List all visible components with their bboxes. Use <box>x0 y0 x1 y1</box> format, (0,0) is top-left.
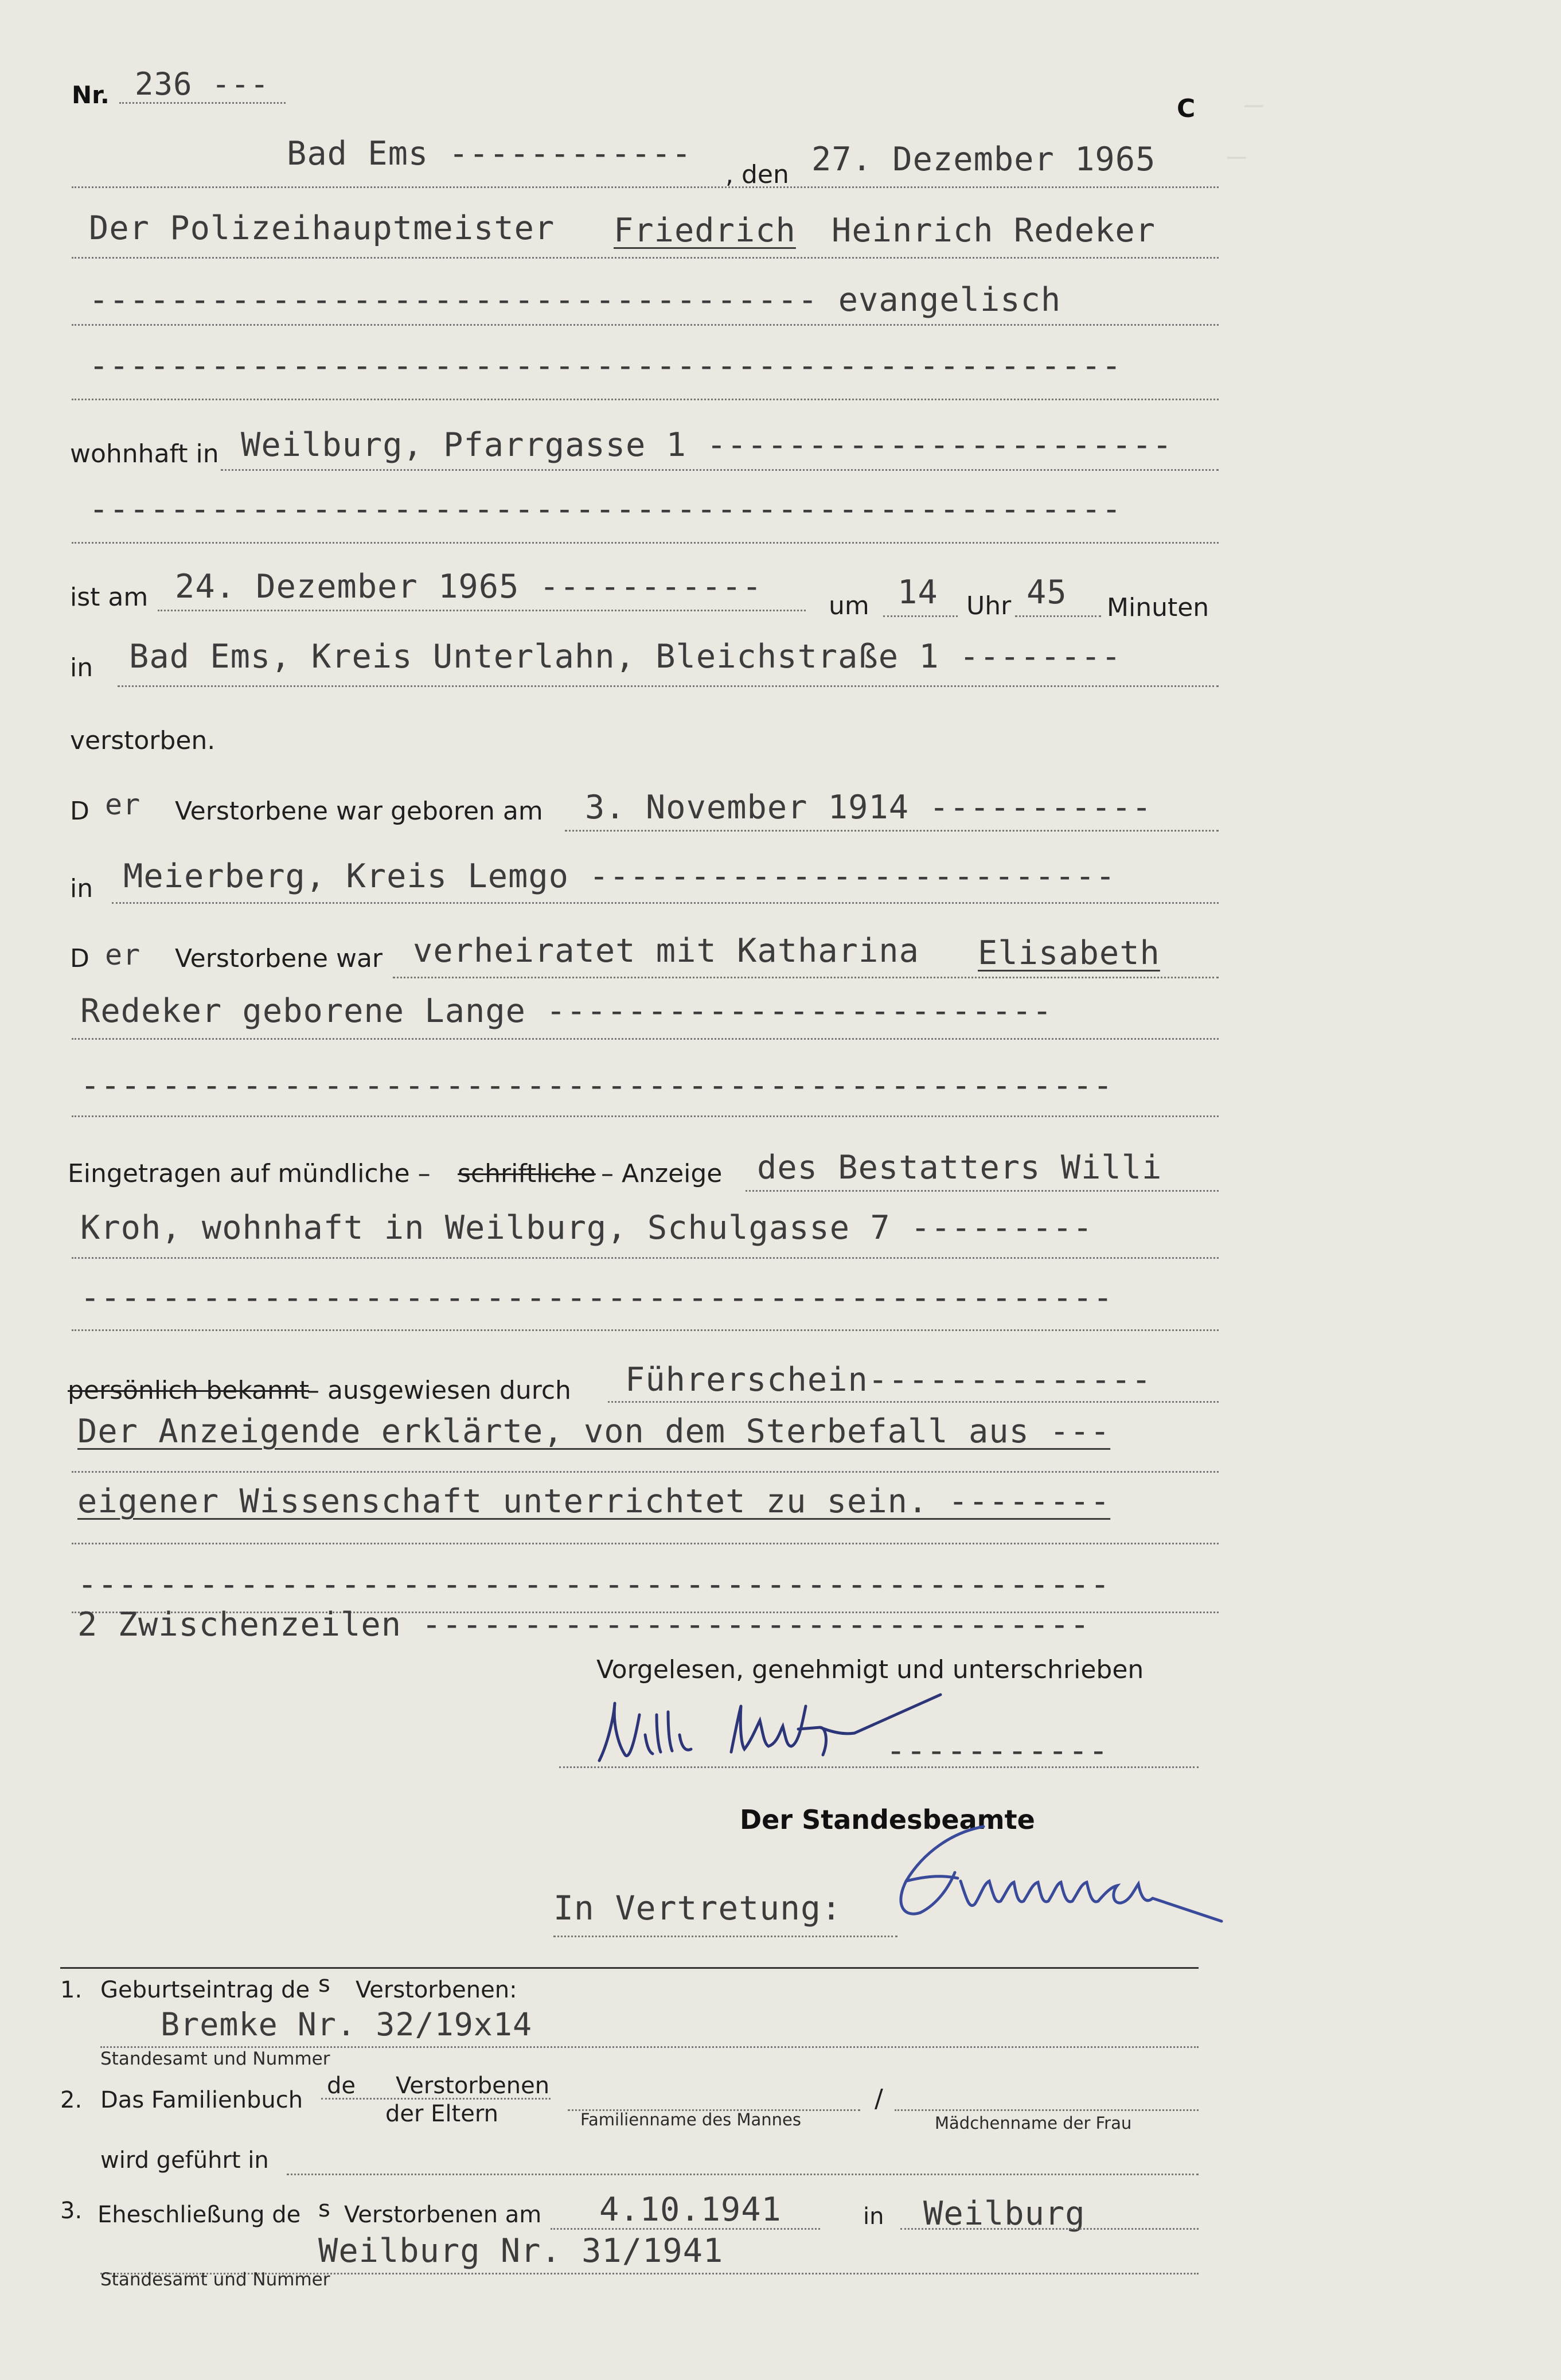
residence-label: wohnhaft in <box>70 439 219 469</box>
deceased-rest-name: Heinrich Redeker <box>832 212 1156 249</box>
residence-value: Weilburg, Pfarrgasse 1 ----------------------- <box>241 426 1173 464</box>
d-label: D <box>70 944 89 973</box>
married-text: verheiratet mit Katharina <box>413 932 919 970</box>
statement-line: eigener Wissenschaft unterrichtet zu sein. -------- <box>77 1482 1111 1520</box>
death-hour: 14 <box>897 573 938 611</box>
registry-place: Bad Ems ------------ <box>287 135 692 173</box>
death-minute: 45 <box>1027 573 1067 611</box>
item1-label-b: Verstorbenen: <box>356 1977 517 2003</box>
item2-option-deceased: Verstorbenen <box>396 2073 550 2099</box>
item3-label-s: s <box>318 2196 330 2222</box>
entry-label: Eingetragen auf mündliche – <box>68 1159 431 1188</box>
registrar-signature <box>860 1818 1227 1938</box>
entry-label-2: – Anzeige <box>601 1159 723 1188</box>
ist-am-label: ist am <box>70 583 149 612</box>
item2-gefuehrt: wird geführt in <box>100 2147 269 2174</box>
ident-document: Führerschein-------------- <box>625 1361 1152 1399</box>
separator-rule <box>60 1967 1199 1969</box>
item2-label: Das Familienbuch <box>100 2087 303 2113</box>
religion-line: ------------------------------------ evangelisch <box>89 281 1062 319</box>
death-date: 24. Dezember 1965 ----------- <box>175 568 763 606</box>
item1-label-s: s <box>318 1971 330 1997</box>
item2-option-parents: der Eltern <box>385 2101 498 2127</box>
informant-dashes: ----------- <box>886 1732 1109 1770</box>
born-label: Verstorbene war geboren am <box>175 797 543 826</box>
item3-label: Eheschließung de <box>97 2202 301 2228</box>
registry-date: 27. Dezember 1965 <box>811 141 1156 178</box>
marriage-date: 4.10.1941 <box>599 2191 782 2229</box>
zwischenzeilen: 2 Zwischenzeilen --------------------------------- <box>77 1606 1090 1644</box>
item2-sublabel-husband: Familienname des Mannes <box>580 2110 801 2129</box>
dash-line: --------------------------------------------------- <box>80 1067 1114 1105</box>
dash-line: --------------------------------------------------- <box>89 347 1122 385</box>
entry-text: des Bestatters Willi <box>757 1149 1162 1187</box>
dash-line: --------------------------------------------------- <box>77 1566 1111 1603</box>
entry-text: Kroh, wohnhaft in Weilburg, Schulgasse 7 --------- <box>80 1209 1093 1247</box>
vertretung-label: In Vertretung: <box>553 1889 842 1928</box>
spouse-first-name: Elisabeth <box>978 934 1160 972</box>
death-place: Bad Ems, Kreis Unterlahn, Bleichstraße 1 -------- <box>129 638 1122 676</box>
item3-value: Weilburg Nr. 31/1941 <box>318 2232 724 2270</box>
item2-number: 2. <box>60 2087 83 2113</box>
nr-value: 236 --- <box>135 66 270 102</box>
statement-line: Der Anzeigende erklärte, von dem Sterbefall aus --- <box>77 1413 1111 1450</box>
read-approved-label: Vorgelesen, genehmigt und unterschrieben <box>596 1655 1144 1684</box>
entry-struck: schriftliche <box>458 1159 596 1188</box>
ident-struck: persönlich bekannt <box>68 1376 310 1405</box>
item1-label: Geburtseintrag de <box>100 1977 310 2003</box>
dash-line: --------------------------------------------------- <box>80 1279 1114 1317</box>
nr-label: Nr. <box>72 81 110 109</box>
deceased-first-name: Friedrich <box>614 212 796 249</box>
show-through: – <box>1244 86 1263 122</box>
item2-de: de <box>327 2073 356 2099</box>
uhr-label: Uhr <box>966 591 1012 621</box>
d-label: D <box>70 797 89 826</box>
birth-date: 3. November 1914 ----------- <box>585 789 1152 826</box>
married-label: Verstorbene war <box>175 944 383 973</box>
spouse-name: Redeker geborene Lange ------------------------- <box>80 992 1053 1030</box>
item3-label-b: Verstorbenen am <box>344 2202 542 2228</box>
in-label: in <box>70 653 93 682</box>
verstorben-label: verstorben. <box>70 726 216 755</box>
show-through: – <box>1227 138 1246 174</box>
um-label: um <box>829 591 869 621</box>
item1-sublabel: Standesamt und Nummer <box>100 2049 330 2069</box>
item2-sublabel-wife: Mädchenname der Frau <box>935 2113 1132 2133</box>
item3-sublabel: Standesamt und Nummer <box>100 2269 330 2290</box>
birth-place: Meierberg, Kreis Lemgo -------------------------- <box>123 857 1116 895</box>
item2-slash: / <box>875 2084 883 2113</box>
item1-number: 1. <box>60 1977 83 2003</box>
item1-value: Bremke Nr. 32/19x14 <box>161 2006 533 2043</box>
ident-label: – ausgewiesen durch <box>307 1376 571 1405</box>
in-label: in <box>70 874 93 903</box>
marriage-place: Weilburg <box>923 2195 1086 2233</box>
d-suffix: er <box>105 788 141 821</box>
deceased-prefix: Der Polizeihauptmeister <box>89 209 555 247</box>
d-suffix: er <box>105 938 141 971</box>
registrar-label: Der Standesbeamte <box>740 1804 1035 1835</box>
form-letter: C <box>1177 94 1196 123</box>
minuten-label: Minuten <box>1107 593 1209 622</box>
item3-in: in <box>863 2203 884 2230</box>
den-label: , den <box>725 160 789 189</box>
dash-line: --------------------------------------------------- <box>89 490 1122 528</box>
item3-number: 3. <box>60 2198 83 2224</box>
